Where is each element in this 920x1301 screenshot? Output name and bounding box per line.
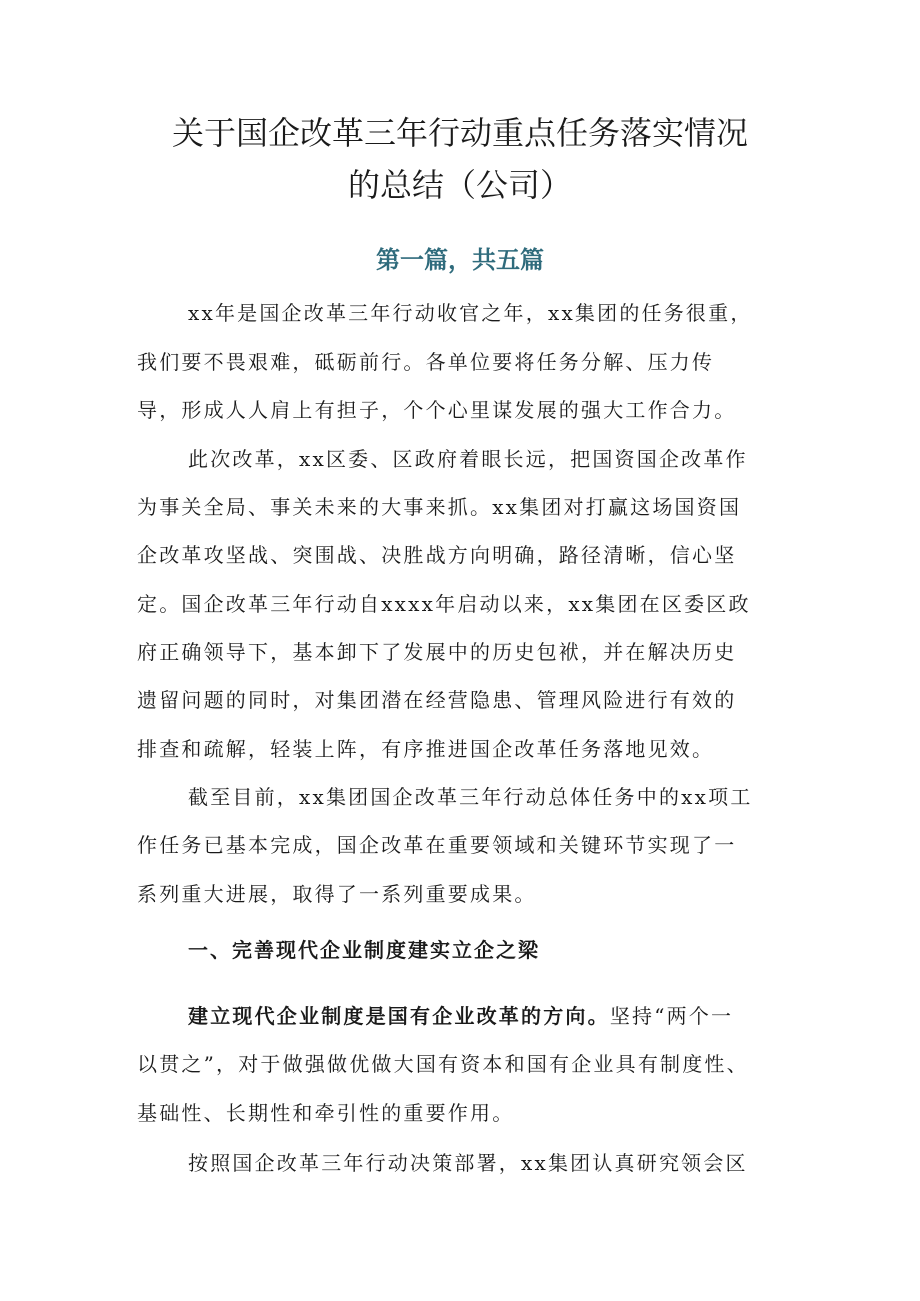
paragraph-5-line-1: 按照国企改革三年行动决策部署，xx集团认真研究领会区 (188, 1151, 748, 1175)
document-title-line-1: 关于国企改革三年行动重点任务落实情况 (171, 114, 748, 152)
paragraph-4-line-1 (188, 1003, 733, 1029)
paragraph-4-lead-rest: 坚持“两个一 (609, 1004, 734, 1028)
paragraph-2-line-5: 府正确领导下，基本卸下了发展中的历史包袱，并在解决历史 (137, 640, 737, 664)
paragraph-4-bold-lead: 建立现代企业制度是国有企业改革的方向。 (188, 1004, 610, 1028)
paragraph-1-line-3: 导，形成人人肩上有担子，个个心里谋发展的强大工作合力。 (137, 398, 737, 422)
paragraph-3-line-2: 作任务已基本完成，国企改革在重要领域和关键环节实现了一 (137, 833, 737, 857)
paragraph-2-line-4: 定。国企改革三年行动自xxxx年启动以来，xx集团在区委区政 (137, 592, 751, 616)
paragraph-4-line-2: 以贯之”，对于做强做优做大国有资本和国有企业具有制度性、 (137, 1052, 749, 1076)
paragraph-1-line-2: 我们要不畏艰难，砥砺前行。各单位要将任务分解、压力传 (137, 350, 715, 374)
document-title-line-2: 的总结（公司） (347, 166, 572, 204)
paragraph-1-line-1: xx年是国企改革三年行动收官之年，xx集团的任务很重， (188, 301, 753, 325)
paragraph-3-line-3: 系列重大进展，取得了一系列重要成果。 (137, 882, 537, 906)
paragraph-3-line-1: 截至目前，xx集团国企改革三年行动总体任务中的xx项工 (188, 785, 753, 809)
paragraph-2-line-3: 企改革攻坚战、突围战、决胜战方向明确，路径清晰，信心坚 (137, 543, 737, 567)
document-subtitle: 第一篇，共五篇 (376, 246, 544, 274)
paragraph-4-line-3: 基础性、长期性和牵引性的重要作用。 (137, 1101, 515, 1125)
section-1-heading: 一、完善现代企业制度建实立企之梁 (188, 938, 540, 962)
paragraph-2-line-1: 此次改革，xx区委、区政府着眼长远，把国资国企改革作 (188, 447, 748, 471)
paragraph-2-line-7: 排查和疏解，轻装上阵，有序推进国企改革任务落地见效。 (137, 737, 715, 761)
paragraph-2-line-6: 遗留问题的同时，对集团潜在经营隐患、管理风险进行有效的 (137, 688, 737, 712)
paragraph-2-line-2: 为事关全局、事关未来的大事来抓。xx集团对打赢这场国资国 (137, 495, 742, 519)
